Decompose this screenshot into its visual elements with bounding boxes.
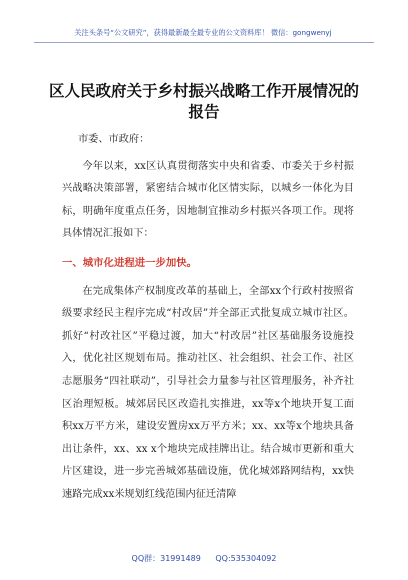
document-body xyxy=(62,129,354,507)
footer-qq: QQ:535304092 xyxy=(215,554,277,563)
salutation: 市委、市政府： xyxy=(78,134,150,145)
header-divider xyxy=(34,42,374,43)
intro-paragraph: 今年以来，xx区认真贯彻落实中央和省委、市委关于乡村振兴战略决策部署，紧密结合城市化区情实际，以城乡一体化为目标，明确年度重点任务，因地制宜推动乡村振兴各项工作。现将具体情况汇报如下： xyxy=(62,160,354,240)
section-heading: 一、城市化进程进一步加快。 xyxy=(62,256,198,269)
section-paragraph: 在完成集体产权制度改革的基础上，全部xx个行政村按照省级要求经民主程序完成“村改居”并全部正式批复成立城市社区。抓好“村改社区”平稳过渡，加大“村改居”社区基础服务设施投入，优化社区规划布局。推动社区、社会组织、社会工作、社区志愿服务“四社联动”，引导社会力量参与社区管理服务，补齐社区治理短板。城郊居民区改造扎实推进，xx等x个地块开复工面积xx万平方米，建设安置房xx万平方米；xx、xx等x个地块具备出让条件，xx、xx x个地块完成挂牌出让。结合城市更新和重大片区建设，进一步完善城郊基础设施，优化城郊路网结构，xx快速路完成xx米规划红线范围内征迁清障 xyxy=(62,285,354,500)
footer-qq-group: QQ群：31991489 xyxy=(131,554,201,563)
document-title: 区人民政府关于乡村振兴战略工作开展情况的报告 xyxy=(48,82,359,121)
header-banner: 关注头条号“公文研究”，获得最新最全最专业的公文资料库！ 微信：gongwenyj xyxy=(74,28,332,37)
footer-contact xyxy=(0,553,408,564)
